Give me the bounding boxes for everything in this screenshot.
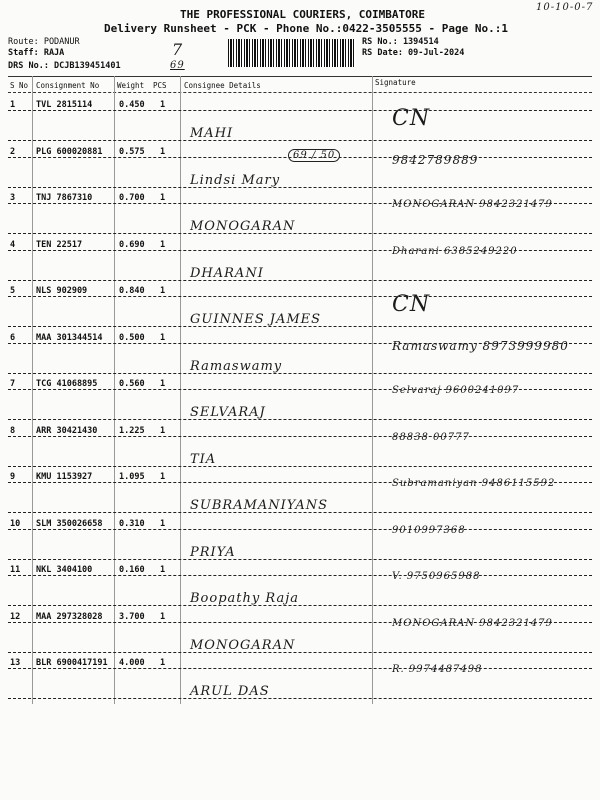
row-separator xyxy=(8,296,592,297)
row-sno: 11 xyxy=(10,565,21,575)
col-header-sno: S No xyxy=(10,81,29,90)
row-weight: 0.450 xyxy=(119,100,145,110)
row-signature: Subramaniyan 9486115592 xyxy=(392,478,556,489)
row-annotation: 69 / 50 xyxy=(288,149,340,162)
row-weight: 0.560 xyxy=(119,379,145,389)
row-separator xyxy=(8,233,592,234)
row-consignee: PRIYA xyxy=(190,545,236,560)
row-signature: MONOGARAN 9842321479 xyxy=(392,199,553,210)
row-pcs: 1 xyxy=(160,100,166,110)
row-signature: Dharani 6385249220 xyxy=(392,246,518,257)
row-consignee: Ramaswamy xyxy=(190,359,283,374)
row-weight: 3.700 xyxy=(119,612,145,622)
row-signature: Ramaswamy 8973999980 xyxy=(392,339,569,353)
row-pcs: 1 xyxy=(160,240,166,250)
row-separator xyxy=(8,605,592,606)
row-pcs: 1 xyxy=(160,426,166,436)
row-separator xyxy=(8,389,592,390)
drs-number: DRS No.: DCJB139451401 xyxy=(8,61,121,71)
row-separator xyxy=(8,140,592,141)
barcode xyxy=(228,39,356,67)
row-consignment: SLM 350026658 xyxy=(36,519,103,529)
row-consignment: MAA 297328028 xyxy=(36,612,103,622)
row-weight: 0.575 xyxy=(119,147,145,157)
row-weight: 0.840 xyxy=(119,286,145,296)
row-consignee: SUBRAMANIYANS xyxy=(190,498,329,513)
row-sno: 10 xyxy=(10,519,21,529)
row-signature: Selvaraj 9600241097 xyxy=(392,385,520,396)
row-weight: 1.225 xyxy=(119,426,145,436)
row-separator xyxy=(8,512,592,513)
col-divider xyxy=(372,76,373,704)
row-signature: 88838 00777 xyxy=(392,432,470,443)
row-pcs: 1 xyxy=(160,333,166,343)
row-weight: 0.700 xyxy=(119,193,145,203)
col-header-signature: Signature xyxy=(375,78,416,87)
runsheet-subtitle: Delivery Runsheet - PCK - Phone No.:0422-3505555 - Page No.:1 xyxy=(104,22,508,35)
row-sno: 1 xyxy=(10,100,16,110)
row-consignment: TVL 2815114 xyxy=(36,100,93,110)
row-weight: 0.310 xyxy=(119,519,145,529)
row-pcs: 1 xyxy=(160,379,166,389)
row-weight: 1.095 xyxy=(119,472,145,482)
row-consignee: GUINNES JAMES xyxy=(190,312,322,327)
row-separator xyxy=(8,436,592,437)
row-separator xyxy=(8,575,592,576)
row-pcs: 1 xyxy=(160,472,166,482)
row-separator xyxy=(8,250,592,251)
col-header-consignment: Consignment No xyxy=(36,81,100,90)
row-separator xyxy=(8,668,592,669)
row-separator xyxy=(8,110,592,111)
row-signature: CN xyxy=(392,292,431,317)
row-sno: 3 xyxy=(10,193,16,203)
row-separator xyxy=(8,622,592,623)
company-title: THE PROFESSIONAL COURIERS, COIMBATORE xyxy=(180,8,426,21)
rs-number: RS No.: 1394514 xyxy=(362,37,439,47)
row-separator xyxy=(8,280,592,281)
row-pcs: 1 xyxy=(160,286,166,296)
row-consignee: MAHI xyxy=(190,126,234,141)
row-consignee: MONOGARAN xyxy=(190,219,296,234)
row-separator xyxy=(8,652,592,653)
row-consignment: NLS 902909 xyxy=(36,286,88,296)
row-consignment: TNJ 7867310 xyxy=(36,193,93,203)
row-separator xyxy=(8,187,592,188)
row-consignment: MAA 301344514 xyxy=(36,333,103,343)
row-signature: R. 9974487498 xyxy=(392,664,483,675)
row-signature: V. 9750965988 xyxy=(392,571,481,582)
row-consignment: BLR 6900417191 xyxy=(36,658,108,668)
row-consignment: PLG 600020881 xyxy=(36,147,103,157)
row-consignee: Boopathy Raja xyxy=(190,591,299,606)
row-weight: 0.690 xyxy=(119,240,145,250)
row-separator xyxy=(8,698,592,699)
row-separator xyxy=(8,482,592,483)
row-consignment: ARR 30421430 xyxy=(36,426,98,436)
handwritten-mark: 69 xyxy=(170,60,185,71)
col-divider xyxy=(180,76,181,704)
row-separator xyxy=(8,419,592,420)
row-separator xyxy=(8,326,592,327)
row-pcs: 1 xyxy=(160,519,166,529)
row-pcs: 1 xyxy=(160,147,166,157)
row-sno: 13 xyxy=(10,658,21,668)
row-separator xyxy=(8,373,592,374)
row-consignee: TIA xyxy=(190,452,217,467)
table-header-rule xyxy=(8,92,592,93)
row-sno: 7 xyxy=(10,379,16,389)
row-consignment: KMU 1153927 xyxy=(36,472,93,482)
route-label: Route: PODANUR xyxy=(8,37,80,47)
row-signature: 9010997368 xyxy=(392,525,466,536)
row-consignee: DHARANI xyxy=(190,266,264,281)
row-sno: 2 xyxy=(10,147,16,157)
col-header-consignee: Consignee Details xyxy=(184,81,261,90)
row-separator xyxy=(8,529,592,530)
table-top-rule xyxy=(8,76,592,77)
col-header-pcs: PCS xyxy=(153,81,167,90)
row-separator xyxy=(8,343,592,344)
row-separator xyxy=(8,559,592,560)
rs-date: RS Date: 09-Jul-2024 xyxy=(362,48,465,58)
row-sno: 4 xyxy=(10,240,16,250)
row-consignee: Lindsi Mary xyxy=(190,173,281,188)
row-consignment: NKL 3404100 xyxy=(36,565,93,575)
row-consignee: ARUL DAS xyxy=(190,684,270,699)
row-consignee: SELVARAJ xyxy=(190,405,266,420)
row-sno: 12 xyxy=(10,612,21,622)
row-separator xyxy=(8,157,592,158)
row-consignee: MONOGARAN xyxy=(190,638,296,653)
row-consignment: TCG 41068895 xyxy=(36,379,98,389)
handwritten-count: 7 xyxy=(172,40,184,59)
row-separator xyxy=(8,203,592,204)
row-weight: 4.000 xyxy=(119,658,145,668)
row-signature: CN xyxy=(392,106,431,131)
row-weight: 0.160 xyxy=(119,565,145,575)
row-pcs: 1 xyxy=(160,612,166,622)
col-divider xyxy=(32,76,33,704)
handwritten-date: 10-10-0-7 xyxy=(536,2,594,13)
col-divider xyxy=(114,76,115,704)
row-sno: 6 xyxy=(10,333,16,343)
row-signature: MONOGARAN 9842321479 xyxy=(392,618,553,629)
row-signature: 9842789889 xyxy=(392,153,479,167)
row-pcs: 1 xyxy=(160,193,166,203)
row-weight: 0.500 xyxy=(119,333,145,343)
row-sno: 8 xyxy=(10,426,16,436)
col-header-weight: Weight xyxy=(117,81,145,90)
row-consignment: TEN 22517 xyxy=(36,240,83,250)
row-pcs: 1 xyxy=(160,565,166,575)
row-pcs: 1 xyxy=(160,658,166,668)
row-sno: 9 xyxy=(10,472,16,482)
row-separator xyxy=(8,466,592,467)
row-sno: 5 xyxy=(10,286,16,296)
staff-label: Staff: RAJA xyxy=(8,48,65,58)
